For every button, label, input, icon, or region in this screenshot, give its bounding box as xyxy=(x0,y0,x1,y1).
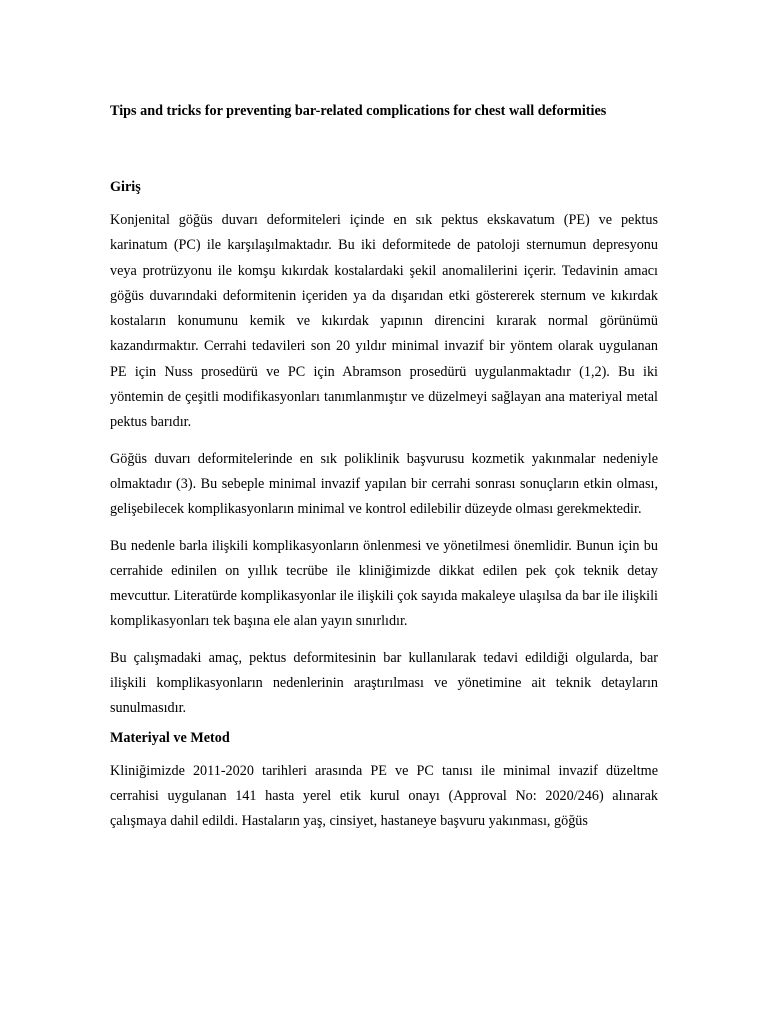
section-heading-methods: Materiyal ve Metod xyxy=(110,729,230,746)
paragraph: Konjenital göğüs duvarı deformiteleri içinde en sık pektus ekskavatum (PE) ve pektus karinatum (PC) ile karşılaşılmaktadır. Bu iki deformitede de patoloji sternumun depresyonu veya protrüzyonu ile komşu kıkırdak kostalardaki şekil anomalilerini içerir. Tedavinin amacı göğüs duvarındaki deformitenin içeriden ya da dışarıdan etki göstererek sternum ve kıkırdak kostaların konumunu kemik ve kıkırdak yapının direncini kırarak normal görünümü kazandırmaktır. Cerrahi tedavileri son 20 yıldır minimal invazif bir yöntem olarak uygulanan PE için Nuss prosedürü ve PC için Abramson prosedürü uygulanmaktadır (1,2). Bu iki yöntemin de çeşitli modifikasyonları tanımlanmıştır ve düzelmeyi sağlayan ana materiyal metal pektus barıdır. xyxy=(110,212,658,431)
document-body xyxy=(110,101,658,835)
paragraph: Bu nedenle barla ilişkili komplikasyonların önlenmesi ve yönetilmesi önemlidir. Bunun için bu cerrahide edinilen on yıllık tecrübe ile kliniğimizde dikkat edilen pek çok teknik detay mevcuttur. Literatürde komplikasyonlar ile ilişkili çok sayıda makaleye ulaşılsa da bar ile ilişkili komplikasyonları tek başına ele alan yayın sınırlıdır. xyxy=(110,537,658,630)
section-heading-introduction: Giriş xyxy=(110,179,141,195)
paragraph: Göğüs duvarı deformitelerinde en sık poliklinik başvurusu kozmetik yakınmalar nedeniyle olmaktadır (3). Bu sebeple minimal invazif yapılan bir cerrahi sonrası sonuçların etkin olması, gelişebilecek komplikasyonların minimal ve kontrol edilebilir düzeyde olması gerekmektedir. xyxy=(110,450,658,518)
paragraph: Bu çalışmadaki amaç, pektus deformitesinin bar kullanılarak tedavi edildiği olgularda, bar ilişkili komplikasyonların nedenlerinin araştırılması ve yönetimine ait teknik detayların sunulmasıdır. xyxy=(110,649,658,717)
paragraph: Kliniğimizde 2011-2020 tarihleri arasında PE ve PC tanısı ile minimal invazif düzeltme cerrahisi uygulanan 141 hasta yerel etik kurul onayı (Approval No: 2020/246) alınarak çalışmaya dahil edildi. Hastaların yaş, cinsiyet, hastaneye başvuru yakınması, göğüs xyxy=(110,762,658,830)
document-title: Tips and tricks for preventing bar-related complications for chest wall deformities xyxy=(110,103,607,119)
